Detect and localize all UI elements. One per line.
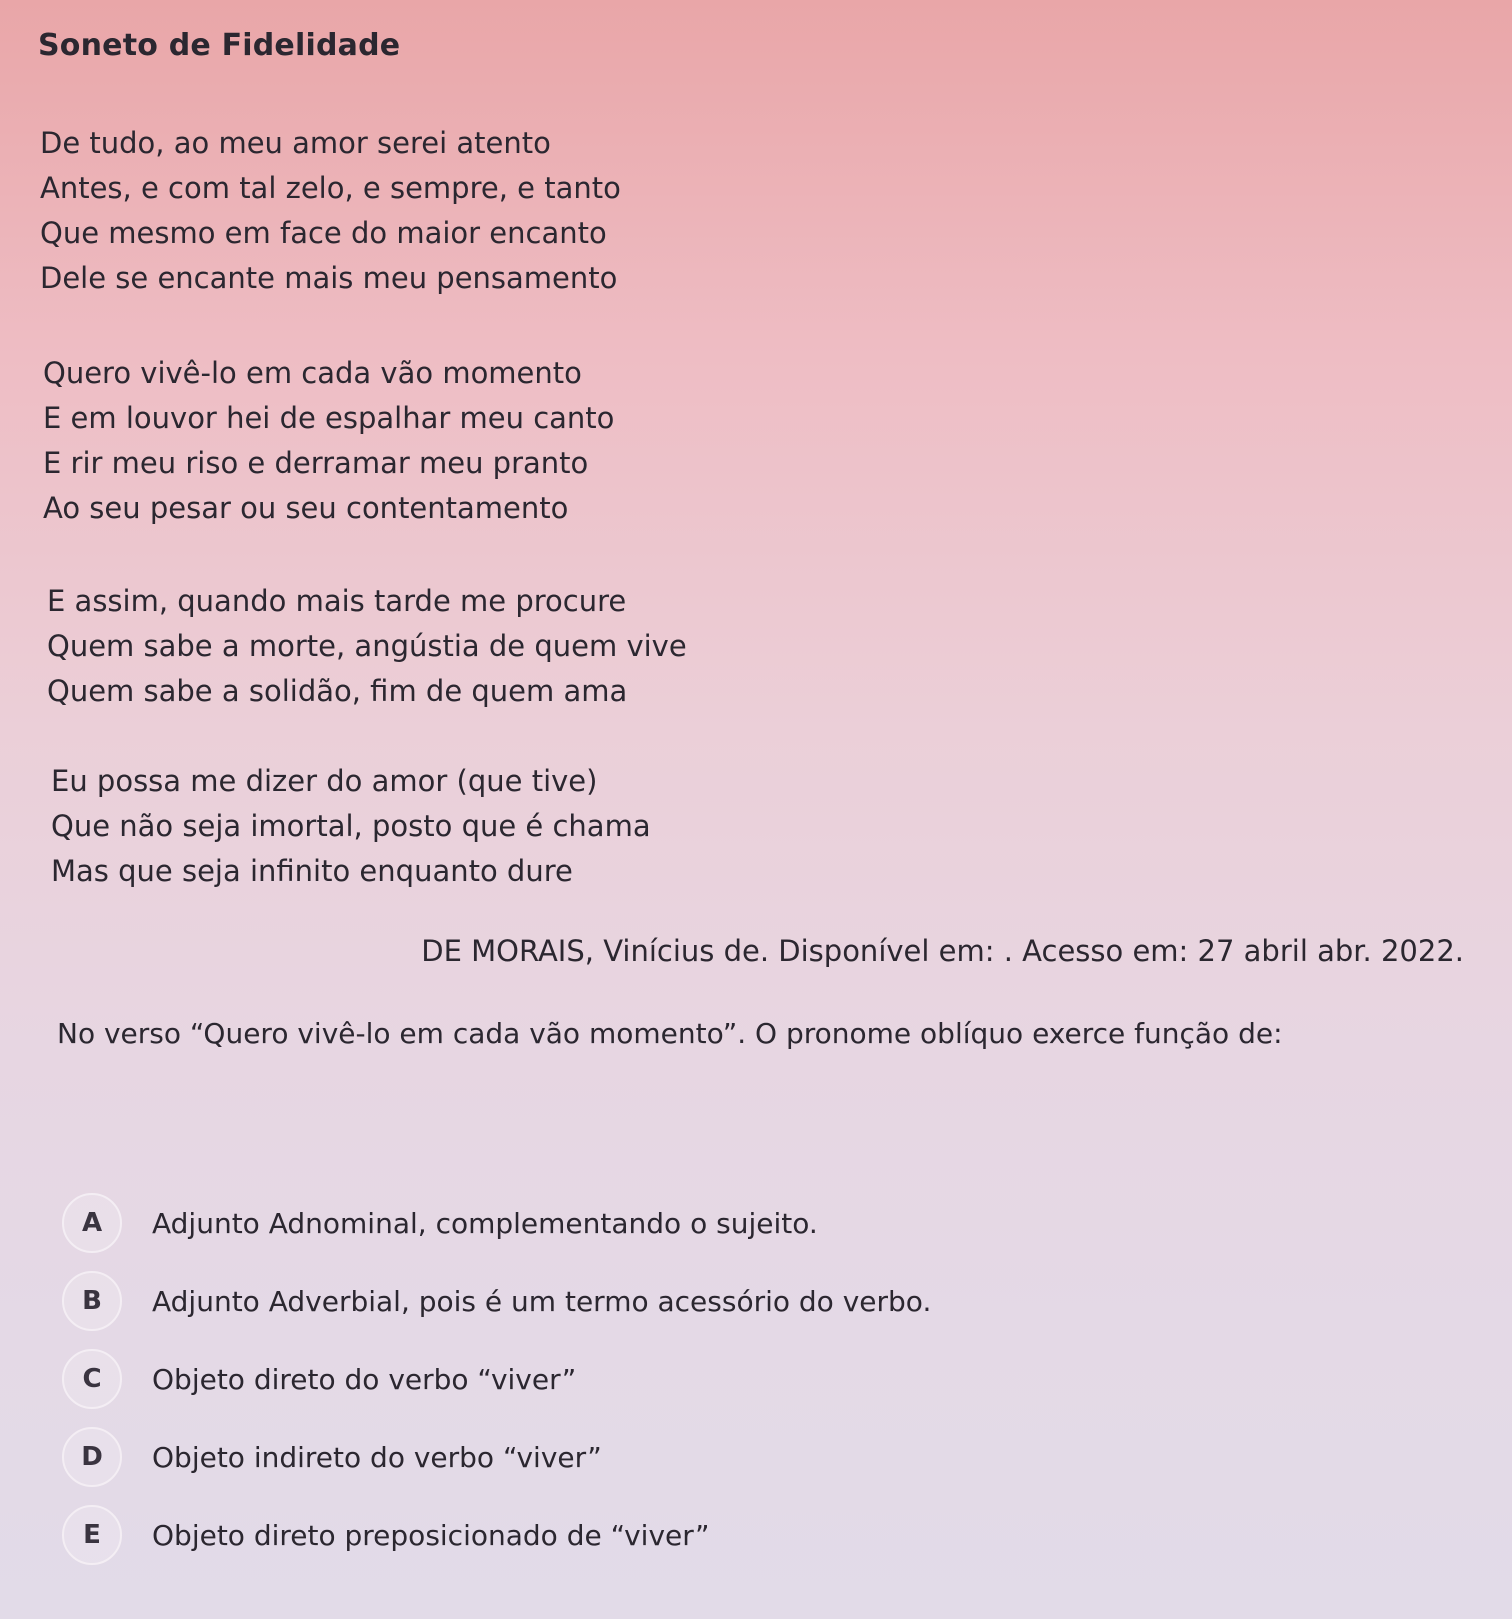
- poem-line: De tudo, ao meu amor serei atento: [40, 126, 551, 160]
- option-letter-badge[interactable]: A: [62, 1193, 122, 1253]
- poem-line: Mas que seja infinito enquanto dure: [51, 854, 573, 888]
- answer-options: [62, 1184, 1362, 1574]
- option-text[interactable]: Objeto direto preposicionado de “viver”: [152, 1518, 710, 1552]
- option-letter-badge[interactable]: C: [62, 1349, 122, 1409]
- option-b[interactable]: [62, 1262, 1362, 1340]
- poem-line: Ao seu pesar ou seu contentamento: [43, 491, 569, 525]
- poem-line: Que não seja imortal, posto que é chama: [51, 809, 651, 843]
- poem-line: Que mesmo em face do maior encanto: [40, 216, 607, 250]
- poem-line: Eu possa me dizer do amor (que tive): [51, 764, 598, 798]
- option-text[interactable]: Objeto direto do verbo “viver”: [152, 1362, 577, 1396]
- stanza-3: [47, 579, 687, 714]
- stanza-2: [43, 351, 614, 531]
- poem-line: Quero vivê-lo em cada vão momento: [43, 356, 582, 390]
- poem-title: Soneto de Fidelidade: [38, 28, 401, 63]
- option-text[interactable]: Objeto indireto do verbo “viver”: [152, 1440, 602, 1474]
- poem-line: E rir meu riso e derramar meu pranto: [43, 446, 589, 480]
- poem-line: Quem sabe a morte, angústia de quem vive: [47, 629, 687, 663]
- source-citation: DE MORAIS, Vinícius de. Disponível em: . Acesso em: 27 abril abr. 2022.: [421, 934, 1464, 968]
- option-letter-badge[interactable]: D: [62, 1427, 122, 1487]
- option-a[interactable]: [62, 1184, 1362, 1262]
- poem-line: E em louvor hei de espalhar meu canto: [43, 401, 615, 435]
- poem-line: Quem sabe a solidão, fim de quem ama: [47, 674, 628, 708]
- option-e[interactable]: [62, 1496, 1362, 1574]
- poem-line: Dele se encante mais meu pensamento: [40, 261, 618, 295]
- poem-line: Antes, e com tal zelo, e sempre, e tanto: [40, 171, 621, 205]
- stanza-4: [51, 759, 651, 894]
- option-letter-badge[interactable]: B: [62, 1271, 122, 1331]
- question-text: No verso “Quero vivê-lo em cada vão momento”. O pronome oblíquo exerce função de:: [57, 1017, 1283, 1050]
- option-d[interactable]: [62, 1418, 1362, 1496]
- option-c[interactable]: [62, 1340, 1362, 1418]
- stanza-1: [40, 121, 621, 301]
- poem-line: E assim, quando mais tarde me procure: [47, 584, 627, 618]
- option-text[interactable]: Adjunto Adnominal, complementando o sujeito.: [152, 1206, 818, 1240]
- option-text[interactable]: Adjunto Adverbial, pois é um termo acessório do verbo.: [152, 1284, 932, 1318]
- option-letter-badge[interactable]: E: [62, 1505, 122, 1565]
